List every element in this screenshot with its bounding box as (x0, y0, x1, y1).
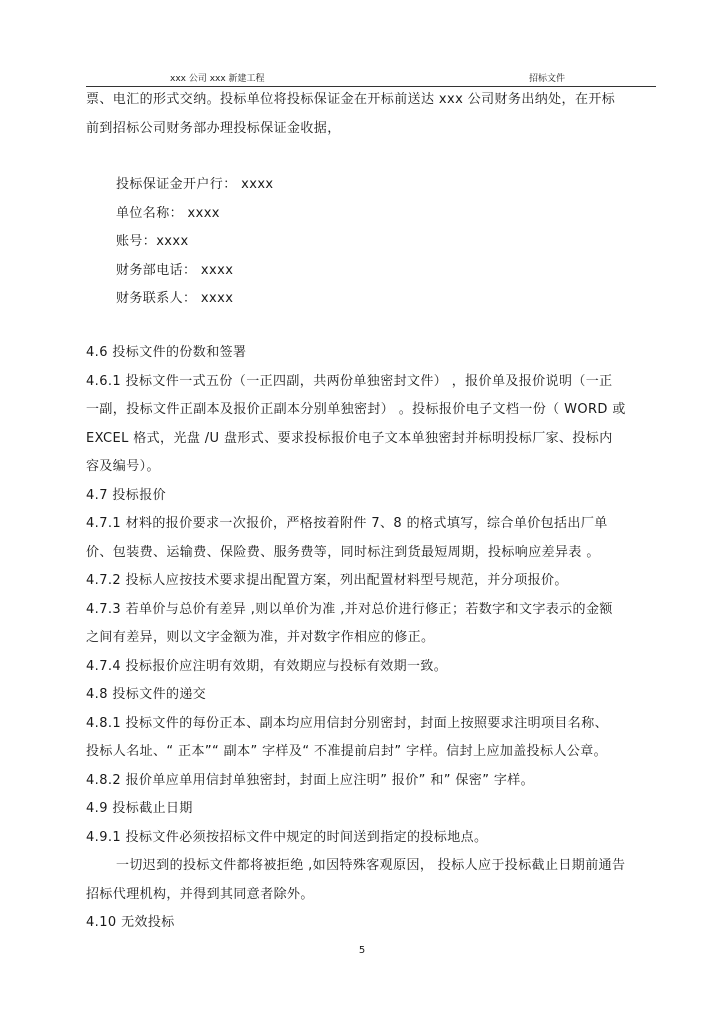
text-line: 一副，投标文件正副本及报价正副本分别单独密封） 。投标报价电子文档一份（ WORD 或 (86, 402, 626, 417)
header-rule (86, 86, 656, 87)
text-line: 4.6.1 投标文件一式五份（一正四副，共两份单独密封文件） ，报价单及报价说明（一正 (86, 374, 613, 389)
text-line: 前到招标公司财务部办理投标保证金收据， (86, 121, 341, 136)
bank-line: 投标保证金开户行： xxxx (116, 177, 274, 192)
text-line: 一切迟到的投标文件都将被拒绝 ,如因特殊客观原因， 投标人应于投标截止日期前通告 (116, 858, 626, 873)
page-number: 5 (358, 945, 366, 956)
text-line: 4.8.1 投标文件的每份正本、副本均应用信封分别密封，封面上按照要求注明项目名称、 (86, 716, 609, 731)
section-heading: 4.8 投标文件的递交 (86, 687, 207, 702)
finance-contact-line: 财务联系人： xxxx (116, 291, 234, 306)
text-line: 4.8.2 报价单应单用信封单独密封，封面上应注明” 报价” 和” 保密” 字样。 (86, 773, 535, 788)
section-heading: 4.6 投标文件的份数和签署 (86, 345, 247, 360)
header-right: 招标文件 (529, 74, 566, 84)
text-line: 4.7.2 投标人应按技术要求提出配置方案，列出配置材料型号规范，并分项报价。 (86, 573, 568, 588)
text-line: 之间有差异，则以文字金额为准，并对数字作相应的修正。 (86, 630, 435, 645)
text-line: 价、包装费、运输费、保险费、服务费等，同时标注到货最短周期，投标响应差异表 。 (86, 545, 600, 560)
text-line: 投标人名址、“ 正本”“ 副本” 字样及“ 不准提前启封” 字样。信封上应加盖投标人公章。 (86, 744, 608, 759)
text-line: 票、电汇的形式交纳。投标单位将投标保证金在开标前送达 xxx 公司财务出纳处，在开标 (86, 92, 616, 107)
text-line: 容及编号）。 (86, 459, 160, 474)
text-line: 4.7.3 若单价与总价有差异 ,则以单价为准 ,并对总价进行修正；若数字和文字表示的金额 (86, 602, 613, 617)
finance-phone-line: 财务部电话： xxxx (116, 263, 234, 278)
section-heading: 4.10 无效投标 (86, 915, 175, 930)
account-line: 账号：xxxx (116, 234, 189, 249)
text-line: 4.7.1 材料的报价要求一次报价，严格按着附件 7、8 的格式填写，综合单价包括出厂单 (86, 516, 608, 531)
unit-name-line: 单位名称： xxxx (116, 206, 220, 221)
section-heading: 4.9 投标截止日期 (86, 801, 193, 816)
section-heading: 4.7 投标报价 (86, 488, 167, 503)
text-line: EXCEL 格式，光盘 /U 盘形式、要求投标报价电子文本单独密封并标明投标厂家、投标内 (86, 431, 613, 446)
header-left: xxx 公司 xxx 新建工程 (170, 74, 265, 84)
text-line: 4.9.1 投标文件必须按招标文件中规定的时间送到指定的投标地点。 (86, 830, 488, 845)
text-line: 招标代理机构，并得到其同意者除外。 (86, 887, 314, 902)
text-line: 4.7.4 投标报价应注明有效期，有效期应与投标有效期一致。 (86, 659, 448, 674)
